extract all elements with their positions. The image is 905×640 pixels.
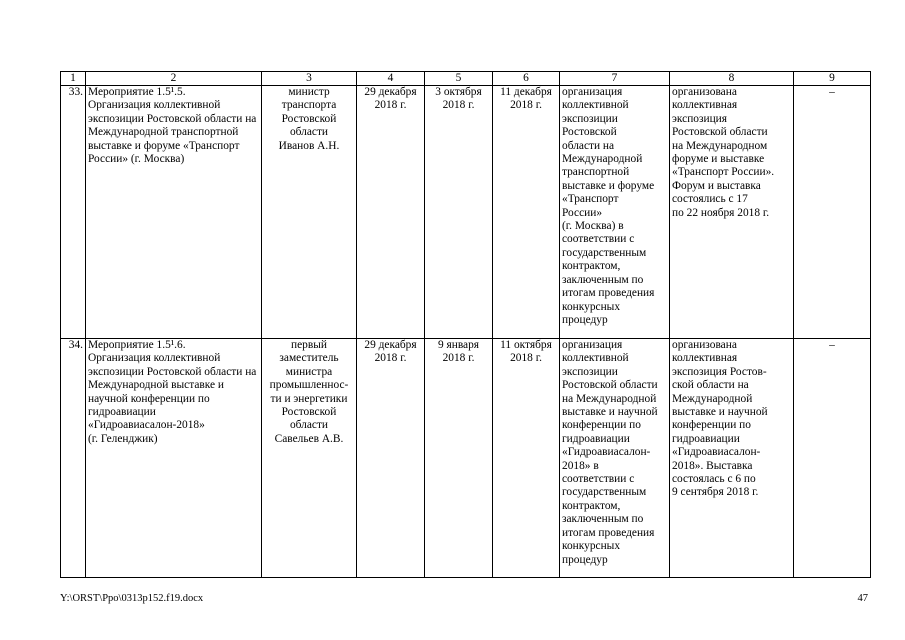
actual-start-date: 3 октября 2018 г. — [425, 86, 493, 339]
planned-result: организация коллективной экспозиции Ростовской области на Международной выставке и научной конференции по гидроавиации «Гидроавиасалон- 2018» в соответствии с государственным контрактом, заключенным по итогам проведения конкурсных процедур — [560, 339, 670, 578]
header-cell: 9 — [794, 72, 871, 86]
responsible-person: первый заместитель министра промышленнос- ти и энергетики Ростовской области Савельев А.В. — [262, 339, 357, 578]
header-row — [61, 72, 871, 86]
header-cell: 5 — [425, 72, 493, 86]
event-name: Мероприятие 1.5¹.5. Организация коллективной экспозиции Ростовской области на Международной транспортной выставке и форуме «Транспорт России» (г. Москва) — [86, 86, 262, 339]
header-cell: 6 — [493, 72, 560, 86]
planned-date: 29 декабря 2018 г. — [357, 86, 425, 339]
actual-start-date: 9 января 2018 г. — [425, 339, 493, 578]
responsible-person: министр транспорта Ростовской области Иванов А.Н. — [262, 86, 357, 339]
row-number: 33. — [61, 86, 86, 339]
actual-result: организована коллективная экспозиция Ростовской области на Международном форуме и выставке «Транспорт России». Форум и выставка состоялись с 17 по 22 ноября 2018 г. — [670, 86, 794, 339]
planned-date: 29 декабря 2018 г. — [357, 339, 425, 578]
event-name: Мероприятие 1.5¹.6. Организация коллективной экспозиции Ростовской области на Международной выставке и научной конференции по гидроавиации «Гидроавиасалон-2018» (г. Геленджик) — [86, 339, 262, 578]
planned-result: организация коллективной экспозиции Ростовской области на Международной транспортной выставке и форуме «Транспорт России» (г. Москва) в соответствии с государственным контрактом, заключенным по итогам проведения конкурсных процедур — [560, 86, 670, 339]
page-number: 47 — [857, 593, 868, 604]
actual-end-date: 11 декабря 2018 г. — [493, 86, 560, 339]
header-cell: 1 — [61, 72, 86, 86]
header-cell: 7 — [560, 72, 670, 86]
row-number: 34. — [61, 339, 86, 578]
actual-end-date: 11 октября 2018 г. — [493, 339, 560, 578]
header-cell: 8 — [670, 72, 794, 86]
note: – — [794, 86, 871, 339]
header-cell: 3 — [262, 72, 357, 86]
note: – — [794, 339, 871, 578]
header-cell: 4 — [357, 72, 425, 86]
header-cell: 2 — [86, 72, 262, 86]
table-row — [61, 339, 871, 578]
report-table — [60, 71, 871, 578]
actual-result: организована коллективная экспозиция Ростов- ской области на Международной выставке и научной конференции по гидроавиации «Гидроавиасалон- 2018». Выставка состоялась с 6 по 9 сентября 2018 г. — [670, 339, 794, 578]
footer-file-path: Y:\ORST\Ppo\0313p152.f19.docx — [60, 593, 204, 604]
table-row — [61, 86, 871, 339]
